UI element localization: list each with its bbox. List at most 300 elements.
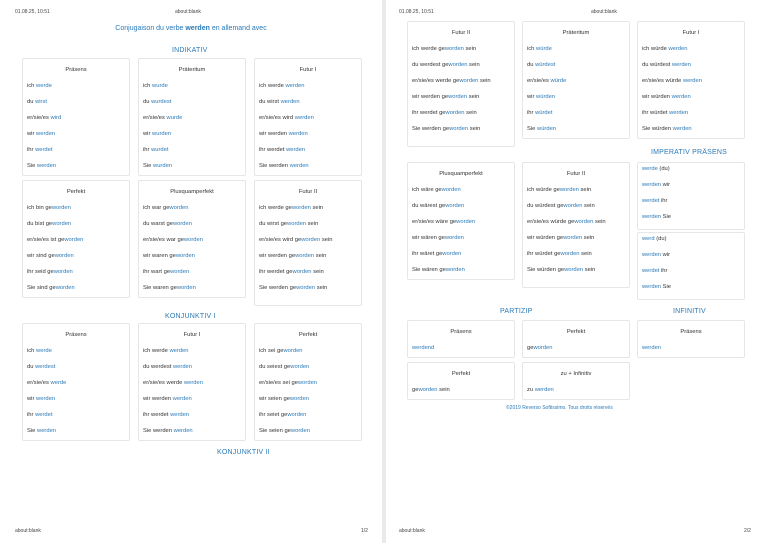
suffix-text: sein [311, 269, 324, 275]
section-infinitiv: INFINITIV [673, 308, 706, 315]
table-indikativ-prateritum [138, 58, 246, 176]
pronoun-text: ihr würdet [642, 110, 668, 116]
pronoun-text: ich werde ge [412, 46, 445, 52]
conjugation-row [27, 396, 127, 403]
pronoun-text: er/sie/es werde ge [412, 78, 460, 84]
verb-form: worden [445, 110, 465, 116]
table-konjunktiv2-plusquamperfekt [407, 162, 515, 280]
verb-form: wurdet [151, 147, 169, 153]
conjugation-row [259, 380, 359, 387]
pronoun-text: du würdest ge [527, 203, 564, 209]
print-page-1 [0, 0, 382, 543]
pronoun-text: ich [27, 83, 35, 89]
footer-url: about:blank [399, 528, 425, 534]
pronoun-text: wir waren ge [143, 253, 176, 259]
pronoun-text: wir werden ge [412, 94, 449, 100]
table-indikativ-futur2 [254, 180, 362, 306]
conjugation-row [412, 267, 512, 274]
pronoun-text: ich wäre ge [412, 187, 442, 193]
pronoun-text: Sie werden ge [259, 285, 297, 291]
verb-form: worden [290, 428, 310, 434]
pronoun-text: du [27, 99, 34, 105]
verb-form: worden [296, 285, 316, 291]
conjugation-row [259, 269, 359, 276]
pronoun-text: ich bin ge [27, 205, 52, 211]
conjugation-row [27, 205, 127, 212]
pronoun-text: du bist ge [27, 221, 53, 227]
verb-form: werden [534, 387, 554, 393]
conjugation-row [412, 94, 512, 101]
verb-form: worden [290, 364, 310, 370]
verb-form: worden [445, 267, 465, 273]
verb-form: werden [169, 348, 189, 354]
conjugation-row [143, 147, 243, 154]
suffix-text: sein [583, 267, 596, 273]
table-title: Perfekt [451, 371, 471, 377]
footer-url: about:blank [15, 528, 41, 534]
conjugation-row [143, 163, 243, 170]
verb-form: werden [668, 46, 688, 52]
conjugation-row [143, 428, 243, 435]
pronoun-text: du würdest [642, 62, 671, 68]
copyright-notice: ©2019 Reverso Softissimo. Tous droits réservés [506, 405, 613, 411]
table-konjunktiv1-futur1 [138, 323, 246, 441]
pronoun-text: Sie [27, 163, 36, 169]
verb-form: worden [445, 203, 465, 209]
conjugation-row [642, 182, 742, 189]
conjugation-row [259, 396, 359, 403]
verb-form: werden [172, 396, 192, 402]
verb-form: worden [298, 380, 318, 386]
table-title: Präsens [450, 329, 472, 335]
footer-page-number: 1/2 [361, 528, 368, 534]
conjugation-row [642, 198, 742, 205]
verb-form: worden [169, 205, 189, 211]
conjugation-row [642, 214, 742, 221]
verb-form: worden [53, 269, 73, 275]
verb-form: werdest [35, 364, 56, 370]
verb-form: worden [287, 221, 307, 227]
document-title: Conjugaison du verbe werden en allemand avec [115, 25, 267, 32]
suffix-text: sein [310, 205, 324, 211]
pronoun-text: Sie [527, 126, 536, 132]
pronoun-text: ihr werdet [259, 147, 285, 153]
print-date: 01.08.25, 10:51 [15, 9, 50, 15]
verb-form: worden [449, 126, 469, 132]
pronoun-text: zu [527, 387, 534, 393]
verb-form: worden [441, 187, 461, 193]
pronoun-text: du warst ge [143, 221, 173, 227]
pronoun-text: wir [527, 94, 535, 100]
verb-form: werde [642, 166, 658, 172]
verb-form: worden [448, 94, 468, 100]
pronoun-text: ge [527, 345, 534, 351]
conjugation-row [259, 83, 359, 90]
pronoun-text: ich werde [259, 83, 284, 89]
suffix-text: sein [468, 126, 481, 132]
pronoun-text: wir sind ge [27, 253, 55, 259]
pronoun-text: ich war ge [143, 205, 170, 211]
verb-form: würdet [535, 110, 553, 116]
table-konjunktiv1-prasens [22, 323, 130, 441]
suffix-text: sein [582, 235, 595, 241]
verb-form: worden [54, 253, 74, 259]
conjugation-row [527, 267, 627, 274]
verb-form: werde [36, 83, 52, 89]
conjugation-row [27, 147, 127, 154]
table-title: Futur I [682, 30, 700, 36]
pronoun-text: du wärest ge [412, 203, 446, 209]
verb-form: werden [183, 380, 203, 386]
conjugation-row [642, 94, 742, 101]
conjugation-row [27, 364, 127, 371]
table-title: Futur II [298, 189, 318, 195]
verb-form: worden [456, 219, 476, 225]
table-indikativ-plusquamperfekt [138, 180, 246, 298]
conjugation-row [27, 83, 127, 90]
conjugation-row [642, 284, 742, 291]
pronoun-text: ge [412, 387, 419, 393]
conjugation-row [642, 236, 742, 243]
verb-form: werden [642, 284, 662, 290]
conjugation-row [27, 269, 127, 276]
pronoun-text: er/sie/es ist ge [27, 237, 65, 243]
conjugation-row [527, 62, 627, 69]
verb-form: werden [642, 182, 662, 188]
pronoun-text: Sie würden ge [527, 267, 565, 273]
conjugation-row [259, 364, 359, 371]
suffix-text: sein [437, 387, 450, 393]
conjugation-row [27, 285, 127, 292]
table-konjunktiv2-futur1 [637, 21, 745, 139]
verb-form: worden [444, 235, 464, 241]
conjugation-row [642, 110, 742, 117]
conjugation-row [412, 78, 512, 85]
conjugation-row [143, 253, 243, 260]
verb-form: wurden [153, 163, 173, 169]
pronoun-text: er/sie/es [143, 115, 165, 121]
pronoun-text: wir [27, 131, 35, 137]
conjugation-row [527, 219, 627, 226]
verb-form: werden [671, 94, 691, 100]
conjugation-row [259, 221, 359, 228]
conjugation-row [143, 83, 243, 90]
pronoun-text: Sie [27, 428, 36, 434]
verb-form: werden [280, 99, 300, 105]
verb-form: worden [533, 345, 553, 351]
pronoun-text: wir würden ge [527, 235, 564, 241]
conjugation-row [527, 94, 627, 101]
verb-form: werde [36, 348, 52, 354]
verb-form: worden [55, 285, 75, 291]
verb-form: werden [37, 163, 57, 169]
conjugation-row [259, 205, 359, 212]
table-perfekt-infinitiv [407, 362, 515, 400]
print-url: about:blank [175, 9, 201, 15]
pronoun-text: ich würde ge [527, 187, 560, 193]
conjugation-row [27, 412, 127, 419]
pronoun-text: ihr [143, 147, 150, 153]
conjugation-row [143, 115, 243, 122]
conjugation-row [259, 99, 359, 106]
verb-form: würden [536, 94, 556, 100]
conjugation-row [143, 237, 243, 244]
conjugation-row [527, 187, 627, 194]
pronoun-text: er/sie/es [27, 380, 49, 386]
table-title: Plusquamperfekt [170, 189, 214, 195]
verb-form: werden [37, 428, 57, 434]
table-konjunktiv2-futur2 [522, 162, 630, 288]
conjugation-row [143, 380, 243, 387]
pronoun-text: ich [27, 348, 35, 354]
conjugation-row [259, 163, 359, 170]
table-partizip-perfekt [522, 320, 630, 358]
verb-form: worden [418, 387, 438, 393]
conjugation-row [642, 166, 742, 173]
suffix-text: (du) [654, 236, 667, 242]
table-partizip-prasens [407, 320, 515, 358]
conjugation-row [143, 412, 243, 419]
table-imperativ-1 [637, 162, 745, 230]
suffix-text: sein [578, 187, 592, 193]
pronoun-text: wir seien ge [259, 396, 290, 402]
verb-form: worden [563, 203, 583, 209]
verb-form: würdest [535, 62, 556, 68]
pronoun-text: er/sie/es war ge [143, 237, 184, 243]
verb-form: wurde [152, 83, 168, 89]
conjugation-row [412, 126, 512, 133]
verb-form: werdend [412, 345, 435, 351]
verb-form: worden [51, 205, 71, 211]
table-title: Plusquamperfekt [439, 171, 483, 177]
verb-form: worden [170, 269, 190, 275]
verb-form: würde [536, 46, 552, 52]
pronoun-text: ihr [27, 412, 34, 418]
conjugation-row [527, 235, 627, 242]
section-imperativ: IMPERATIV PRÄSENS [651, 149, 728, 156]
conjugation-row [259, 253, 359, 260]
pronoun-text: er/sie/es wird ge [259, 237, 302, 243]
table-title: Präsens [680, 329, 702, 335]
conjugation-row [527, 251, 627, 258]
section-partizip: PARTIZIP [500, 308, 533, 315]
conjugation-row [259, 147, 359, 154]
print-date: 01.08.25, 10:51 [399, 9, 434, 15]
verb-form: werden [170, 412, 190, 418]
pronoun-text: er/sie/es würde ge [527, 219, 575, 225]
suffix-text: sein [314, 253, 327, 259]
suffix-text: sein [464, 110, 477, 116]
pronoun-text: Sie waren ge [143, 285, 177, 291]
conjugation-row [642, 345, 742, 352]
conjugation-row [527, 46, 627, 53]
table-indikativ-perfekt [22, 180, 130, 298]
table-zu-infinitiv [522, 362, 630, 400]
pronoun-text: du [27, 364, 34, 370]
pronoun-text: er/sie/es werde [143, 380, 183, 386]
verb-form: worden [176, 285, 196, 291]
suffix-text: (du) [657, 166, 670, 172]
verb-form: werden [294, 115, 314, 121]
conjugation-row [27, 253, 127, 260]
conjugation-row [143, 205, 243, 212]
conjugation-row [27, 428, 127, 435]
verb-form: werden [671, 62, 691, 68]
pronoun-text: du [143, 99, 150, 105]
pronoun-text: Sie [143, 163, 152, 169]
verb-form: worden [64, 237, 84, 243]
pronoun-text: ihr wäret ge [412, 251, 443, 257]
suffix-text: sein [467, 62, 480, 68]
conjugation-row [259, 348, 359, 355]
verb-form: werden [669, 110, 689, 116]
conjugation-row [143, 99, 243, 106]
verb-form: worden [291, 205, 311, 211]
table-title: Präsens [65, 332, 87, 338]
conjugation-row [642, 62, 742, 69]
pronoun-text: ihr werdet [143, 412, 169, 418]
table-infinitiv-prasens [637, 320, 745, 358]
verb-form: worden [560, 251, 580, 257]
conjugation-row [412, 387, 512, 394]
pronoun-text: ihr [27, 147, 34, 153]
verb-form: worden [287, 412, 307, 418]
verb-form: werden [36, 396, 56, 402]
conjugation-row [642, 78, 742, 85]
verb-form: werden [288, 131, 308, 137]
table-title: Futur II [451, 30, 471, 36]
verb-form: worden [283, 348, 303, 354]
verb-form: werden [642, 345, 662, 351]
pronoun-text: ich werde ge [259, 205, 292, 211]
suffix-text: sein [320, 237, 333, 243]
table-title: Perfekt [66, 189, 86, 195]
table-konjunktiv2-prateritum [522, 21, 630, 139]
table-title: Perfekt [566, 329, 586, 335]
conjugation-row [259, 412, 359, 419]
suffix-text: Sie [661, 214, 672, 220]
pronoun-text: du wirst ge [259, 221, 288, 227]
suffix-text: sein [463, 46, 477, 52]
verb-form: werdet [35, 412, 53, 418]
verb-form: worden [442, 251, 462, 257]
pronoun-text: er/sie/es wird [259, 115, 294, 121]
conjugation-row [143, 221, 243, 228]
conjugation-row [642, 252, 742, 259]
table-title: Präteritum [562, 30, 590, 36]
pronoun-text: wir werden [143, 396, 172, 402]
pronoun-text: du werdest ge [412, 62, 449, 68]
suffix-text: Sie [661, 284, 672, 290]
verb-form: werde [50, 380, 67, 386]
conjugation-row [527, 387, 627, 394]
pronoun-text: ich [143, 83, 151, 89]
conjugation-row [27, 115, 127, 122]
suffix-text: sein [306, 221, 319, 227]
verb-form: werden [173, 428, 193, 434]
conjugation-row [527, 78, 627, 85]
verb-form: wirst [35, 99, 47, 105]
conjugation-row [27, 348, 127, 355]
verb-form: worden [295, 253, 315, 259]
conjugation-row [527, 110, 627, 117]
verb-form: wurde [166, 115, 183, 121]
suffix-text: sein [593, 219, 606, 225]
table-imperativ-2 [637, 232, 745, 300]
verb-form: worden [444, 46, 464, 52]
table-title: Präsens [65, 67, 87, 73]
conjugation-row [143, 131, 243, 138]
table-title: Futur II [566, 171, 586, 177]
verb-form: wird [50, 115, 62, 121]
table-konjunktiv1-futur2 [407, 21, 515, 147]
verb-form: werden [36, 131, 56, 137]
conjugation-row [527, 126, 627, 133]
conjugation-row [412, 345, 512, 352]
suffix-text: ihr [659, 268, 668, 274]
table-title: Präteritum [178, 67, 206, 73]
footer-page-number: 2/2 [744, 528, 751, 534]
pronoun-text: wir wären ge [412, 235, 445, 241]
verb-form: werden [642, 252, 662, 258]
section-konjunktiv1: KONJUNKTIV I [165, 313, 216, 320]
pronoun-text: ihr werdet ge [259, 269, 293, 275]
conjugation-row [259, 285, 359, 292]
conjugation-row [642, 126, 742, 133]
verb-form: wurden [152, 131, 172, 137]
verb-form: worden [559, 187, 579, 193]
pronoun-text: Sie werden [143, 428, 173, 434]
verb-form: worden [448, 62, 468, 68]
conjugation-row [412, 110, 512, 117]
verb-form: werden [286, 147, 306, 153]
pronoun-text: er/sie/es [527, 78, 549, 84]
conjugation-row [27, 237, 127, 244]
verb-form: worden [183, 237, 203, 243]
conjugation-row [412, 62, 512, 69]
table-indikativ-futur1 [254, 58, 362, 176]
pronoun-text: er/sie/es sei ge [259, 380, 298, 386]
verb-form: wurdest [151, 99, 172, 105]
pronoun-text: ihr seid ge [27, 269, 54, 275]
conjugation-row [259, 237, 359, 244]
conjugation-row [27, 99, 127, 106]
verb-form: werden [289, 163, 309, 169]
suffix-text: sein [579, 251, 592, 257]
conjugation-row [27, 131, 127, 138]
pronoun-text: ich würde [642, 46, 667, 52]
section-konjunktiv2: KONJUNKTIV II [217, 449, 270, 456]
conjugation-row [143, 269, 243, 276]
pronoun-text: er/sie/es [27, 115, 49, 121]
suffix-text: wir [661, 182, 671, 188]
table-konjunktiv1-perfekt [254, 323, 362, 441]
conjugation-row [259, 115, 359, 122]
conjugation-row [259, 428, 359, 435]
verb-form: worden [301, 237, 321, 243]
suffix-text: sein [315, 285, 328, 291]
pronoun-text: wir werden ge [259, 253, 296, 259]
pronoun-text: ihr wart ge [143, 269, 171, 275]
verb-form: werden [642, 214, 662, 220]
print-url: about:blank [591, 9, 617, 15]
conjugation-row [143, 364, 243, 371]
pronoun-text: Sie sind ge [27, 285, 56, 291]
pronoun-text: Sie werden [259, 163, 289, 169]
pronoun-text: du [527, 62, 534, 68]
verb-form: werdet [35, 147, 53, 153]
conjugation-row [412, 203, 512, 210]
